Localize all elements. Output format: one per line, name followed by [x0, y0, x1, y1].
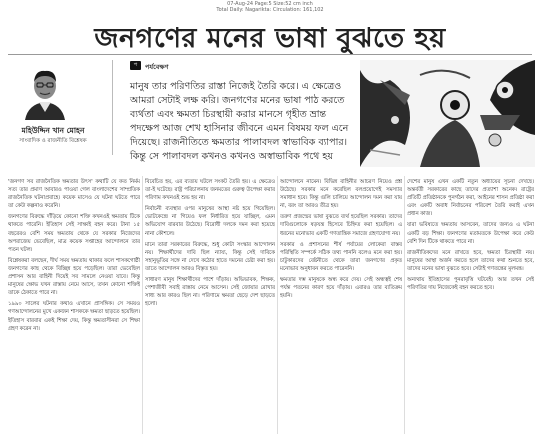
paragraph: বিবেচিত হয়, এর ব্যত্যয় ঘটলে সংকট তৈরি হয়। এ ক্ষেত্রেও তা-ই ঘটেছে। রাষ্ট্র পরিচালনায় জনমতের গুরুত্ব উপেক্ষা করার পরিণাম কখনওই শুভ হয় না।: [145, 179, 275, 202]
paragraph: অন্যথায় ইতিহাসের পুনরাবৃত্তি ঘটবেই। আর তখন সেই পরিণতির দায় নিজেকেই বহন করতে হবে।: [407, 277, 534, 292]
clipping-meta: [0, 0, 540, 13]
paragraph: রাজনীতিকদের মনে রাখতে হবে, ক্ষমতা চিরস্থায়ী নয়। মানুষের আস্থা অর্জন করতে হলে তাদের কথা শুনতে হবে, তাদের মনের ভাষা বুঝতে হবে। সেটাই গণতন্ত্রের মূলমন্ত্র।: [407, 249, 534, 272]
article-column-2: [145, 178, 275, 433]
headline-rule: [8, 54, 532, 55]
paragraph: বিশ্লেষকরা বলছেন, দীর্ঘ সময় ক্ষমতায় থাকার ফলে শাসকগোষ্ঠী জনগণের কাছ থেকে বিচ্ছিন্ন হয়ে পড়েছিল। তারা ভেবেছিল প্রশাসন আর বাহিনী দিয়েই সব সামলে নেওয়া যাবে। কিন্তু মানুষের ক্ষোভ যখন রাস্তায় নেমে আসে, তখন কোনো শক্তিই তাকে ঠেকাতে পারে না।: [8, 257, 140, 297]
paragraph: 'জনগণ সব রাজনৈতিক ক্ষমতার উৎস' কথাটি যে কত নির্মম সত্য তার প্রমাণ আবারও পাওয়া গেল বাংলাদেশের সাম্প্রতিক রাজনৈতিক ঘটনাপ্রবাহে। কয়েক মাসেও যে ঘটনা ঘটতে পারে তা কেউ কল্পনাও করেনি।: [8, 179, 140, 210]
paragraph: যারা ভবিষ্যতে ক্ষমতায় আসবেন, তাদের জন্যও এ ঘটনা একটি বড় শিক্ষা। জনগণের মতামতকে উপেক্ষা করে কেউ বেশি দিন টিকে থাকতে পারে না।: [407, 222, 534, 245]
article-illustration: [360, 60, 535, 167]
paragraph: সরকার ও প্রশাসনের শীর্ষ পর্যায়ের লোকেরা বাস্তব পরিস্থিতি সম্পর্কে সঠিক তথ্য পাননি বলেও মনে করা হয়। চাটুকারদের বেষ্টনীতে থেকে তারা জনগণের প্রকৃত মনোভাব অনুধাবন করতে পারেননি।: [280, 241, 402, 272]
paragraph: ১৯৯০ সালের ঘটনার কথাও এখানে প্রাসঙ্গিক। সে সময়ও গণআন্দোলনের মুখে একজন শাসককে ক্ষমতা ছাড়তে হয়েছিল। ইতিহাস বারবার একই শিক্ষা দেয়, কিন্তু ক্ষমতাসীনরা সে শিক্ষা গ্রহণ করেন না।: [8, 301, 140, 332]
column-rule: [404, 176, 405, 434]
column-rule: [142, 176, 143, 434]
paragraph: মানে তারা সরকারের বিরুদ্ধে, শুধু কোটা সংস্কার আন্দোলন নয়। শিক্ষার্থীদের দাবি ছিল ন্যায্য, কিন্তু সেই দাবিকে সহানুভূতির সঙ্গে না দেখে কঠোর হাতে দমনের চেষ্টা করা হয়। তাতে আন্দোলন আরও বিস্তৃত হয়।: [145, 241, 275, 272]
author-title: সাংবাদিক ও রাজনীতি বিশ্লেষক: [19, 138, 87, 144]
article-column-4: [407, 178, 534, 433]
column-rule: [277, 176, 278, 434]
paragraph: দেশের মানুষ এখন একটি নতুন অধ্যায়ের সূচনা দেখছে। অন্তর্বর্তী সরকারের কাছে তাদের প্রত্যাশা অনেক। রাষ্ট্রের প্রতিটি প্রতিষ্ঠানকে পুনর্গঠন করা, আইনের শাসন প্রতিষ্ঠা করা এবং একটি অবাধ নির্বাচনের পরিবেশ তৈরি করাই এখন প্রধান কাজ।: [407, 179, 534, 218]
author-divider: [112, 60, 113, 155]
article-headline: জনগণের মনের ভাষা বুঝতে হয়: [94, 23, 446, 54]
paragraph: সাধারণ মানুষ শিক্ষার্থীদের পাশে দাঁড়ায়। অভিভাবক, শিক্ষক, পেশাজীবী সবাই রাস্তায় নেমে আসেন। সেই জোয়ার রোখার সাধ্য আর কারও ছিল না। পরিণামে ক্ষমতা ছেড়ে দেশ ছাড়তে হলো।: [145, 277, 275, 308]
article-column-3: [280, 178, 402, 433]
section-tag: পর্যবেক্ষণ: [145, 63, 169, 71]
clipping-meta-line-1: 07-Aug-24 Page:5 Size:52 cm inch: [227, 1, 313, 7]
author-name: মহিউদ্দিন খান মোহন: [21, 126, 85, 135]
paragraph: তরুণ প্রজন্মের ভাষা বুঝতে ব্যর্থ হয়েছিল সরকার। তাদের দাবিগুলোকে ষড়যন্ত্র হিসেবে চিহ্নিত করা হয়েছিল। এ ধরনের মনোভাব একটি গণতান্ত্রিক সমাজে গ্রহণযোগ্য নয়।: [280, 214, 402, 237]
section-tag-mark: প: [130, 61, 141, 70]
paragraph: জনগণের বিরুদ্ধে দাঁড়িয়ে কোনো শক্তি কখনওই ক্ষমতায় টিকে থাকতে পারেনি। ইতিহাস সেই সাক্ষ্যই বহন করে। টানা ১৫ বছরেরও বেশি সময় ক্ষমতায় থেকে যে সরকার নিজেদের অপরাজেয় ভেবেছিল, মাত্র কয়েক সপ্তাহের আন্দোলনে তার পতন ঘটল।: [8, 214, 140, 253]
paragraph: নির্বাচনী ব্যবস্থার ওপর মানুষের আস্থা নষ্ট হয়ে গিয়েছিল। ভোটকেন্দ্রে না গিয়েও ফল নির্ধারিত হয়ে যাচ্ছিল, এমন অভিযোগ বারবার উঠেছে। বিরোধী দলকে দমন করা হয়েছে নানা কৌশলে।: [145, 206, 275, 237]
article-column-1: [8, 178, 140, 433]
article-lead: মানুষ তার পরিণতির রাস্তা নিজেই তৈরি করে। এ ক্ষেত্রেও আমরা সেটাই লক্ষ করি। জনগণের মনের ভাষা পাঠ করতে ব্যর্থতা এবং ক্ষমতা চিরস্থায়ী করার মানসে গৃহীত ভ্রান্ত পদক্ষেপ আজ শেখ হাসিনার জীবনে এমন বিষময় ফল এনে দিয়েছে। রাজনীতিতে ক্ষমতার পালাবদল স্বাভাবিক ব্যাপার। কিন্তু সে পালাবদল কখনও কখনও অস্বাভাবিক পথে হয়: [130, 81, 349, 162]
paragraph: আন্দোলনে নামেন। বিভিন্ন বাহিনীর আচরণ নিয়েও প্রশ্ন উঠেছে। সরকার মনে করেছিল বলপ্রয়োগেই সমস্যার সমাধান হবে। কিন্তু গুলি চালিয়ে আন্দোলন দমন করা যায় না, বরং তা আরও তীব্র হয়।: [280, 179, 402, 210]
clipping-meta-line-2: Total Daily: Nagarikta: Circulation: 161,102: [216, 7, 324, 13]
paragraph: ক্ষমতার দম্ভ মানুষকে অন্ধ করে দেয়। সেই অন্ধত্বই শেষ পর্যন্ত পতনের কারণ হয়ে দাঁড়ায়। এবারও তার ব্যতিক্রম হয়নি।: [280, 277, 402, 300]
author-photo: [20, 62, 70, 120]
